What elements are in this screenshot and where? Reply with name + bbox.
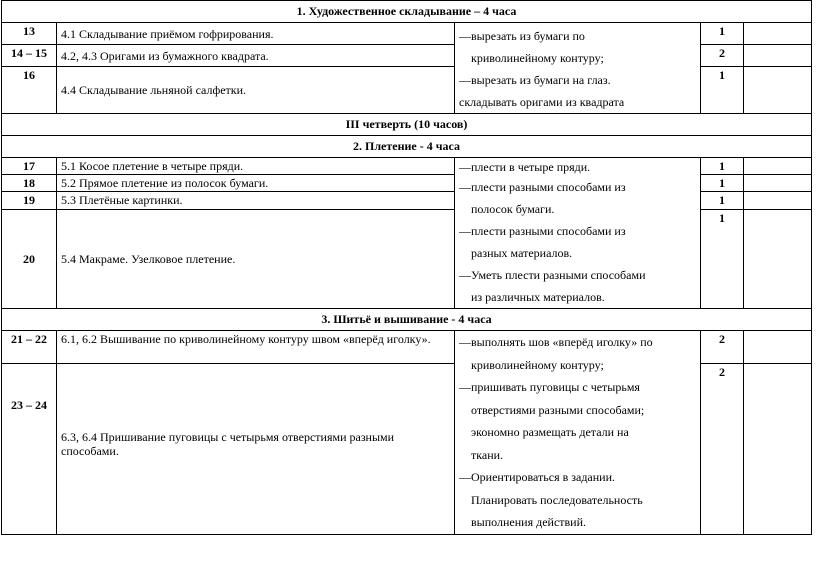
lesson-hours: 2: [701, 45, 744, 67]
skill-line: экономно размещать детали на: [471, 425, 629, 439]
section3-title: 3. Шитьё и вышивание - 4 часа: [2, 309, 812, 331]
lesson-number: 19: [2, 192, 57, 209]
lesson-topic: 5.4 Макраме. Узелковое плетение.: [57, 209, 455, 308]
lesson-topic: 6.1, 6.2 Вышивание по криволинейному контуру швом «вперёд иголку».: [57, 331, 455, 364]
skill-line: криволинейному контуру;: [471, 357, 604, 372]
lesson-topic: 5.3 Плетёные картинки.: [57, 192, 455, 209]
section-header-row: [2, 309, 812, 331]
lesson-hours: 1: [701, 209, 744, 308]
lesson-number: 17: [2, 158, 57, 175]
section1-title: 1. Художественное складывание – 4 часа: [2, 1, 812, 23]
notes-cell: [744, 209, 812, 308]
lesson-number: 23 – 24: [2, 364, 57, 534]
skill-line: разных материалов.: [471, 246, 573, 260]
notes-cell: [744, 67, 812, 114]
lesson-topic: 4.4 Складывание льняной салфетки.: [57, 67, 455, 114]
notes-cell: [744, 331, 812, 364]
quarter-title: III четверть (10 часов): [2, 114, 812, 136]
notes-cell: [744, 175, 812, 192]
skill-line: из различных материалов.: [471, 290, 605, 304]
skill-line: складывать оригами из квадрата: [459, 95, 625, 109]
lesson-number: 14 – 15: [2, 45, 57, 67]
notes-cell: [744, 158, 812, 175]
skill-line: —вырезать из бумаги на глаз.: [459, 73, 611, 87]
table-row: [2, 158, 812, 175]
lesson-topic: 4.2, 4.3 Оригами из бумажного квадрата.: [57, 45, 455, 67]
lesson-topic: 5.2 Прямое плетение из полосок бумаги.: [57, 175, 455, 192]
skill-line: ткани.: [471, 447, 504, 462]
lesson-number: 16: [2, 67, 57, 114]
section2-title: 2. Плетение - 4 часа: [2, 136, 812, 158]
lesson-number: 20: [2, 209, 57, 308]
skill-line: —вырезать из бумаги по: [459, 29, 585, 43]
skills-cell: [455, 23, 701, 114]
table-row: [2, 331, 812, 364]
skill-line: —Ориентироваться в задании.: [459, 470, 616, 484]
lesson-hours: 1: [701, 67, 744, 114]
lesson-hours: 2: [701, 331, 744, 364]
lesson-plan-table: [1, 0, 812, 535]
skill-line: Планировать последовательность: [471, 492, 643, 507]
notes-cell: [744, 192, 812, 209]
lesson-hours: 1: [701, 175, 744, 192]
skill-line: отверстиями разными способами;: [471, 402, 645, 417]
lesson-topic: 6.3, 6.4 Пришивание пуговицы с четырьмя отверстиями разными способами.: [57, 364, 455, 534]
lesson-hours: 2: [701, 364, 744, 534]
skill-line: —Уметь плести разными способами: [459, 268, 646, 282]
quarter-header-row: [2, 114, 812, 136]
section-header-row: [2, 136, 812, 158]
skill-line: —пришивать пуговицы с четырьмя: [459, 380, 640, 394]
table-row: [2, 23, 812, 45]
lesson-number: 21 – 22: [2, 331, 57, 364]
skill-line: выполнения действий.: [471, 515, 587, 529]
skill-line: —плести разными способами из: [459, 224, 626, 238]
skill-line: —плести в четыре пряди.: [459, 160, 591, 174]
notes-cell: [744, 23, 812, 45]
lesson-hours: 1: [701, 23, 744, 45]
skill-line: —выполнять шов «вперёд иголку» по: [459, 335, 653, 349]
skill-line: полосок бумаги.: [471, 202, 555, 216]
lesson-number: 13: [2, 23, 57, 45]
section-header-row: [2, 1, 812, 23]
skills-cell: [455, 158, 701, 309]
skill-line: криволинейному контуру;: [471, 51, 604, 65]
skill-line: —плести разными способами из: [459, 180, 626, 194]
lesson-topic: 4.1 Складывание приёмом гофрирования.: [57, 23, 455, 45]
skills-cell: [455, 331, 701, 535]
notes-cell: [744, 45, 812, 67]
lesson-topic: 5.1 Косое плетение в четыре пряди.: [57, 158, 455, 175]
lesson-hours: 1: [701, 192, 744, 209]
notes-cell: [744, 364, 812, 534]
lesson-hours: 1: [701, 158, 744, 175]
lesson-number: 18: [2, 175, 57, 192]
